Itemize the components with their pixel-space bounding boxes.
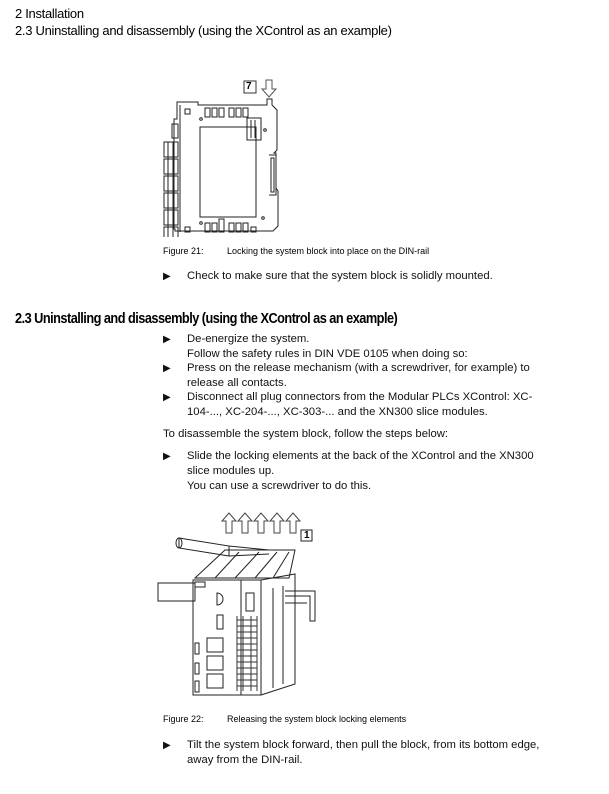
- chapter-header: 2 Installation: [15, 6, 84, 21]
- up-arrows-icon: [222, 513, 300, 533]
- bullet-arrow-icon: ▶: [163, 392, 171, 403]
- step-line: slice modules up.: [187, 465, 275, 477]
- step-line: 104-..., XC-204-..., XC-303-... and the XN300 slice modules.: [187, 406, 488, 418]
- figure-21-step-badge: 7: [246, 81, 252, 92]
- figure-22-caption-text: Releasing the system block locking elements: [227, 714, 407, 724]
- intro-paragraph: To disassemble the system block, follow the steps below:: [163, 428, 449, 440]
- figure-21-caption: [163, 246, 429, 256]
- section-header: 2.3 Uninstalling and disassembly (using the XControl as an example): [15, 23, 392, 38]
- figure-22-caption: [163, 714, 406, 724]
- bullet-arrow-icon: ▶: [163, 334, 171, 345]
- step-line: De-energize the system.: [187, 333, 310, 345]
- step-line: Follow the safety rules in DIN VDE 0105 when doing so:: [187, 348, 468, 360]
- step-line: Press on the release mechanism (with a screwdriver, for example) to: [187, 362, 530, 374]
- step-line: away from the DIN-rail.: [187, 754, 303, 766]
- step-line: Tilt the system block forward, then pull the block, from its bottom edge,: [187, 739, 540, 751]
- bullet-text: Check to make sure that the system block is solidly mounted.: [187, 270, 493, 282]
- bullet-arrow-icon: ▶: [163, 451, 171, 462]
- figure-21-illustration: [155, 72, 285, 237]
- step-line: Slide the locking elements at the back of the XControl and the XN300: [187, 450, 534, 462]
- figure-22-illustration: [155, 508, 325, 703]
- step-line: release all contacts.: [187, 377, 287, 389]
- step-line: Disconnect all plug connectors from the Modular PLCs XControl: XC-: [187, 391, 533, 403]
- bullet-arrow-icon: ▶: [163, 363, 171, 374]
- bullet-arrow-icon: ▶: [163, 271, 171, 282]
- figure-22-step-badge: 1: [304, 530, 310, 541]
- figure-21-number: Figure 21:: [163, 246, 204, 256]
- down-arrow-icon: [262, 80, 276, 97]
- bullet-arrow-icon: ▶: [163, 740, 171, 751]
- section-title: 2.3 Uninstalling and disassembly (using the XControl as an example): [15, 311, 398, 327]
- step-line: You can use a screwdriver to do this.: [187, 480, 372, 492]
- figure-21-caption-text: Locking the system block into place on the DIN-rail: [227, 246, 430, 256]
- figure-22-number: Figure 22:: [163, 714, 204, 724]
